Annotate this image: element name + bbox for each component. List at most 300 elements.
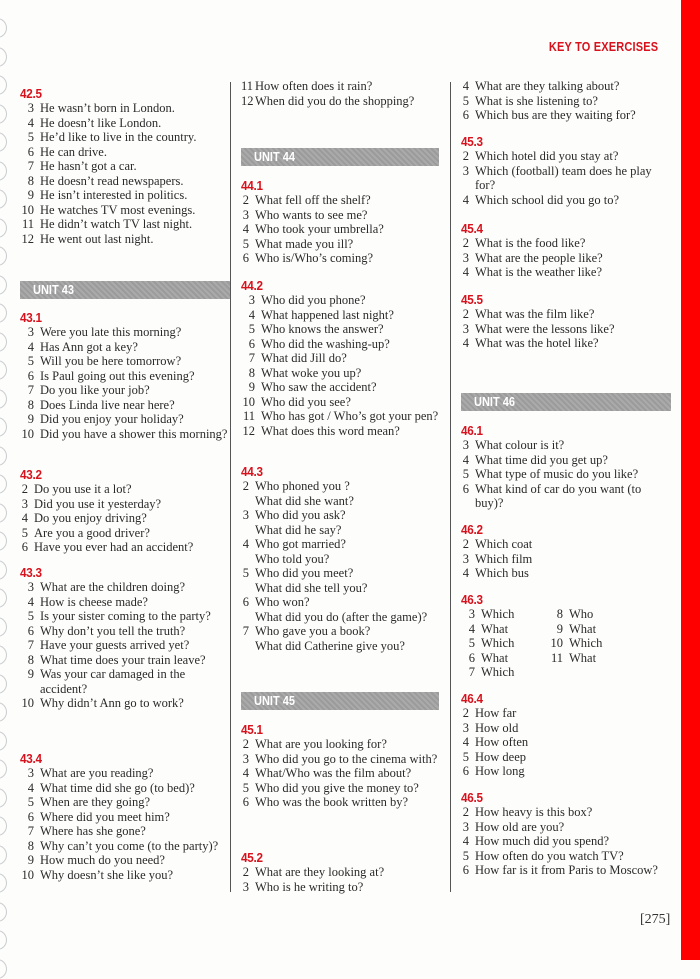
item-text [475,94,671,109]
answer-text: How far [475,706,517,720]
item-text [255,795,439,810]
item-text [40,354,230,369]
answer-item [20,116,230,131]
item-number: 6 [468,650,475,665]
unit-44-header [241,148,439,166]
answer-text: Who did you go to the cinema with? [255,751,438,766]
item-number: 3 [462,438,469,452]
unit-title: UNIT 45 [254,694,295,708]
item-text [475,552,671,567]
answer-text: How often does it rain? [255,79,373,93]
item-number: 5 [27,795,34,809]
exercise-number: 43.3 [20,565,42,580]
exercise-45-4 [461,221,671,280]
answer-item [461,651,549,666]
item-text [261,366,439,381]
item-number: 10 [242,394,255,409]
item-text [255,193,439,208]
item-number: 4 [462,566,469,580]
binding-ring-icon [0,674,7,694]
answer-item [241,366,439,381]
item-text [475,820,671,835]
exercise-number: 45.4 [461,221,483,236]
answer-text: How is cheese made? [40,594,148,609]
item-number: 5 [27,130,34,144]
exercise-number: 45.5 [461,292,483,307]
item-number: 10 [550,636,563,650]
exercise-number: 45.3 [461,134,483,149]
item-text [255,508,439,537]
item-number: 8 [27,397,34,412]
exercise-number: 43.1 [20,310,42,325]
unit-title: UNIT 46 [474,395,515,409]
binding-ring-icon [0,389,7,409]
item-text [261,293,439,308]
item-number: 5 [27,609,34,623]
item-number: 8 [27,838,34,853]
item-number: 5 [248,322,255,336]
exercise-43-2 [20,467,230,555]
answer-text: What woke you up? [261,365,362,380]
item-number: 3 [27,325,34,339]
item-number: 4 [462,265,469,279]
item-number: 4 [468,621,475,636]
item-number: 2 [242,737,249,751]
answer-item [461,336,671,351]
item-number: 2 [462,805,469,819]
answer-text: He doesn’t read newspapers. [40,173,184,188]
answer-item [20,159,230,174]
item-text [40,781,230,796]
answer-item [20,340,230,355]
item-text [34,482,230,497]
binding-ring-icon [0,873,7,893]
answer-text: What fell off the shelf? [255,193,371,207]
item-text [255,880,439,895]
answer-text: Has Ann got a key? [40,339,138,354]
item-text [261,395,439,410]
item-number: 6 [27,809,34,824]
answer-text: Which coat [475,537,533,551]
binding-ring-icon [0,702,7,722]
item-number: 4 [242,222,249,236]
item-text [40,853,230,868]
item-text [481,665,549,680]
item-number: 5 [27,354,34,368]
answer-text: Which [481,665,515,679]
item-number: 2 [462,537,469,551]
answer-text: Which school did you go to? [475,192,620,207]
item-text [255,537,439,566]
spiral-binding [0,0,14,960]
item-number: 5 [462,749,469,764]
item-text [261,380,439,395]
answer-text: Was your car damaged in the accident? [40,667,186,696]
item-number: 11 [241,79,254,93]
exercise-number: 43.4 [20,751,42,766]
item-text [475,149,671,164]
item-text [40,369,230,384]
item-number: 6 [462,481,469,496]
item-text [34,497,230,512]
item-number: 9 [27,853,34,867]
item-text [40,653,230,668]
answer-text: What time did you get up? [475,452,608,467]
answer-item [241,380,439,395]
answer-text: Which [569,636,603,650]
item-number: 9 [27,412,34,426]
item-text [40,101,230,116]
item-text [475,537,671,552]
answer-text: He doesn’t like London. [40,115,162,130]
item-number: 3 [462,720,469,735]
exercise-43-4 [20,751,230,882]
answer-item [461,482,671,511]
answer-item [241,193,439,208]
answer-item [20,383,230,398]
answer-text: What type of music do you like? [475,467,639,481]
answer-text: How much did you spend? [475,834,610,848]
answer-item [241,624,439,653]
item-number: 8 [27,173,34,188]
item-number: 8 [248,365,255,380]
item-text [40,766,230,781]
red-edge-strip [681,0,700,960]
item-number: 10 [21,202,34,217]
item-number: 12 [21,231,34,246]
binding-ring-icon [0,959,7,979]
item-text [475,438,671,453]
answer-item [461,566,671,581]
item-text [40,145,230,160]
unit-43-header [20,281,230,299]
answer-text: Is Paul going out this evening? [40,368,195,383]
item-number: 10 [21,696,34,710]
answer-item [20,497,230,512]
item-number: 8 [27,652,34,667]
answer-text: What are they looking at? [255,865,385,879]
item-text [255,251,439,266]
item-number: 9 [27,188,34,202]
answer-item [241,237,439,252]
column-divider [450,82,451,892]
exercise-number: 44.1 [241,178,263,193]
item-text [255,766,439,781]
answer-item [241,79,439,94]
binding-ring-icon [0,246,7,266]
answer-text: He watches TV most evenings. [40,202,196,217]
item-number: 3 [27,101,34,115]
item-text [475,566,671,581]
answer-item [461,149,671,164]
binding-ring-icon [0,902,7,922]
item-number: 6 [27,144,34,159]
answer-text: He wasn’t born in London. [40,101,175,115]
item-text [40,325,230,340]
item-text [40,174,230,189]
item-number: 6 [248,336,255,351]
answer-text: Which [481,607,515,621]
binding-ring-icon [0,189,7,209]
item-number: 5 [21,525,28,540]
item-number: 12 [242,423,255,438]
answer-item [20,232,230,247]
answer-item [461,721,671,736]
item-number: 4 [27,594,34,609]
answer-text: Who did you meet? [255,566,354,580]
item-text [475,108,671,123]
answer-text: Who knows the answer? [261,322,384,336]
answer-text-followup: Who told you? [255,551,330,566]
binding-ring-icon [0,417,7,437]
answer-text: What time does your train leave? [40,652,206,667]
item-text [475,750,671,765]
item-number: 3 [242,508,249,522]
item-number: 9 [27,667,34,681]
answer-item [241,479,439,508]
item-text [475,863,671,878]
item-text [569,607,639,622]
answer-item [461,236,671,251]
item-text [475,735,671,750]
answer-text: Who wants to see me? [255,207,368,222]
answer-text: What [569,650,597,665]
binding-ring-icon [0,303,7,323]
answer-text-followup: What did he say? [255,522,342,537]
answer-item [20,174,230,189]
answer-item [461,820,671,835]
answer-item [20,145,230,160]
item-text [40,340,230,355]
item-text [40,810,230,825]
binding-ring-icon [0,446,7,466]
answer-item [461,665,549,680]
answer-text: What is she listening to? [475,93,598,108]
exercise-42-5 [20,86,230,246]
answer-item [549,622,639,637]
answer-item [461,265,671,280]
item-number: 5 [468,636,475,650]
answer-item [20,511,230,526]
page-header-title: KEY TO EXERCISES [548,40,658,54]
item-text [40,824,230,839]
item-text [40,595,230,610]
answer-item [461,706,671,721]
exercise-45-3 [461,134,671,207]
item-number: 3 [462,321,469,336]
item-number: 5 [242,780,249,795]
item-text [40,667,230,696]
answer-item [20,325,230,340]
answer-text: Who was the book written by? [255,795,409,809]
answer-text: When did you do the shopping? [255,93,415,108]
exercise-number: 43.2 [20,467,42,482]
answer-text: Who did you phone? [261,293,366,307]
answer-text: How often do you watch TV? [475,848,624,863]
item-number: 5 [462,848,469,863]
item-text [40,116,230,131]
answer-text: Is your sister coming to the party? [40,609,211,623]
answer-item [20,217,230,232]
answer-item [20,824,230,839]
item-number: 4 [462,192,469,207]
item-number: 4 [21,511,28,525]
item-number: 2 [462,706,469,720]
answer-text: Have your guests arrived yet? [40,638,190,652]
answer-item [461,863,671,878]
item-number: 4 [462,735,469,749]
answer-item [461,307,671,322]
answer-text: What was the film like? [475,307,595,321]
item-text [40,624,230,639]
answer-text-followup: What did you do (after the game)? [255,609,428,624]
answer-text: What/Who was the film about? [255,766,412,780]
item-number: 6 [462,863,469,877]
item-text [261,322,439,337]
item-number: 3 [462,163,469,178]
item-text [40,427,230,442]
binding-ring-icon [0,132,7,152]
answer-text: Which hotel did you stay at? [475,149,619,163]
answer-text: Why didn’t Ann go to work? [40,696,184,710]
answer-text: Who got married? [255,537,346,551]
answer-text: Which bus are they waiting for? [475,108,636,122]
item-text [40,203,230,218]
item-text [40,159,230,174]
answer-item [20,369,230,384]
answer-text: How often [475,735,529,749]
binding-ring-icon [0,47,7,67]
column-divider [230,82,231,892]
binding-ring-icon [0,531,7,551]
answer-text: Who is he writing to? [255,879,364,894]
item-text [475,849,671,864]
item-number: 5 [462,93,469,108]
answer-text: What [481,621,509,636]
answer-text: Did you enjoy your holiday? [40,412,184,426]
answer-text: What did Jill do? [261,351,347,365]
item-text [475,482,671,511]
item-text [40,398,230,413]
exercise-45-2 [241,850,439,894]
binding-ring-icon [0,360,7,380]
item-text [475,467,671,482]
item-text [40,580,230,595]
answer-text: Who did you see? [261,394,351,409]
answer-item [241,293,439,308]
answer-text: Where has she gone? [40,824,146,838]
answer-item [20,595,230,610]
item-number: 10 [21,426,34,441]
item-text [475,322,671,337]
answer-text: Who is/Who’s coming? [255,251,374,265]
item-number: 5 [242,566,249,580]
answer-item [241,94,439,109]
unit-45-header [241,692,439,710]
answer-item [20,427,230,442]
answer-text: Did you have a shower this morning? [40,426,228,441]
exercise-44-3 [241,464,439,653]
exercise-number: 44.3 [241,464,263,479]
answer-text: He hasn’t got a car. [40,159,137,173]
exercise-45-5 [461,292,671,351]
item-number: 3 [21,496,28,511]
answer-text-followup: What did Catherine give you? [255,638,405,653]
item-text [40,217,230,232]
answer-text: He isn’t interested in politics. [40,188,188,202]
answer-text: Which [481,636,515,650]
item-number: 7 [242,624,249,638]
answer-item [20,580,230,595]
answer-text: How long [475,764,525,778]
item-number: 3 [462,819,469,834]
item-number: 9 [556,621,563,636]
answer-text: Why doesn’t she like you? [40,867,174,882]
item-text [481,622,549,637]
answer-text: What were the lessons like? [475,321,615,336]
answer-text: What made you ill? [255,236,354,251]
binding-ring-icon [0,788,7,808]
answer-item [20,868,230,883]
answer-item [20,354,230,369]
exercise-number: 46.3 [461,592,483,607]
answer-text: Who [569,607,594,621]
exercise-number: 46.4 [461,691,483,706]
answer-item [549,651,639,666]
answer-item [20,203,230,218]
answer-item [20,781,230,796]
item-text [475,79,671,94]
answer-text: How deep [475,749,527,764]
item-number: 3 [242,207,249,222]
item-number: 11 [21,217,34,231]
answer-item [241,865,439,880]
page-number: [275] [640,912,671,927]
item-text [40,609,230,624]
binding-ring-icon [0,275,7,295]
item-text [255,237,439,252]
item-number: 2 [242,479,249,493]
item-text [255,624,439,653]
item-text [255,595,439,624]
answer-text: Will you be here tomorrow? [40,354,182,368]
item-number: 3 [462,250,469,265]
item-text [40,232,230,247]
exercise-number: 45.2 [241,850,263,865]
exercise-number: 44.2 [241,278,263,293]
item-number: 3 [248,293,255,307]
item-number: 4 [248,307,255,322]
answer-item [461,108,671,123]
item-text [569,651,639,666]
answer-item [461,834,671,849]
item-number: 6 [21,540,28,554]
item-text [475,721,671,736]
answer-item [241,781,439,796]
item-number: 2 [462,149,469,163]
item-text [255,737,439,752]
binding-ring-icon [0,218,7,238]
answer-item [461,764,671,779]
item-text [40,412,230,427]
binding-ring-icon [0,560,7,580]
answer-text: Who won? [255,595,310,609]
item-number: 4 [27,780,34,795]
answer-item [241,424,439,439]
answer-item [20,482,230,497]
item-number: 5 [242,236,249,251]
item-number: 6 [242,595,249,609]
